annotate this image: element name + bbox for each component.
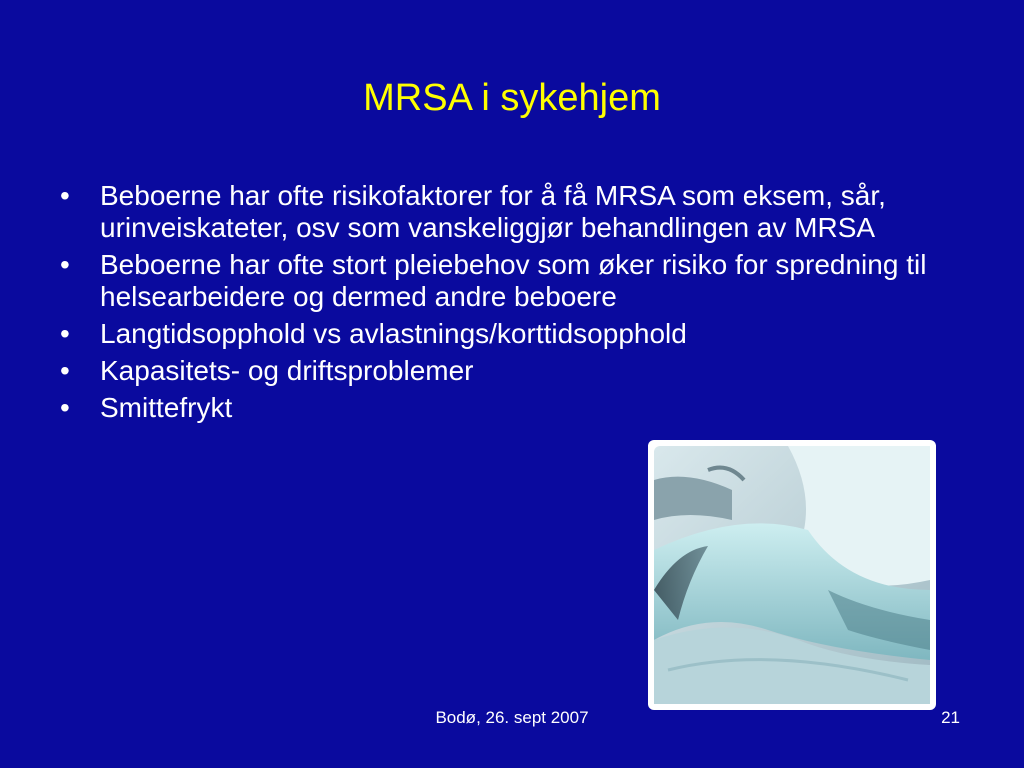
bullet-icon: •: [60, 318, 70, 349]
bullet-icon: •: [60, 355, 70, 386]
page-number: 21: [941, 708, 960, 727]
bullet-text: Beboerne har ofte risikofaktorer for å få MRSA som eksem, sår, urinveiskateter, osv som vanskeliggjør behandlingen av MRSA: [100, 180, 886, 243]
bullet-text: Langtidsopphold vs avlastnings/korttidsopphold: [100, 318, 687, 349]
bed-sheet-photo-icon: [648, 440, 936, 710]
bullet-list: [56, 180, 956, 429]
bullet-item: [56, 392, 956, 424]
bullet-text: Smittefrykt: [100, 392, 233, 423]
bullet-item: [56, 355, 956, 387]
bullet-icon: •: [60, 249, 70, 280]
bullet-icon: •: [60, 180, 70, 211]
bullet-icon: •: [60, 392, 70, 423]
bullet-item: [56, 249, 956, 313]
footer-date: Bodø, 26. sept 2007: [435, 708, 589, 727]
bullet-text: Kapasitets- og driftsproblemer: [100, 355, 474, 386]
bed-sheet-photo: [648, 440, 936, 710]
bullet-item: [56, 318, 956, 350]
slide-title: MRSA i sykehjem: [363, 77, 661, 119]
bullet-text: Beboerne har ofte stort pleiebehov som øker risiko for spredning til helsearbeidere og dermed andre beboere: [100, 249, 927, 312]
bullet-item: [56, 180, 956, 244]
